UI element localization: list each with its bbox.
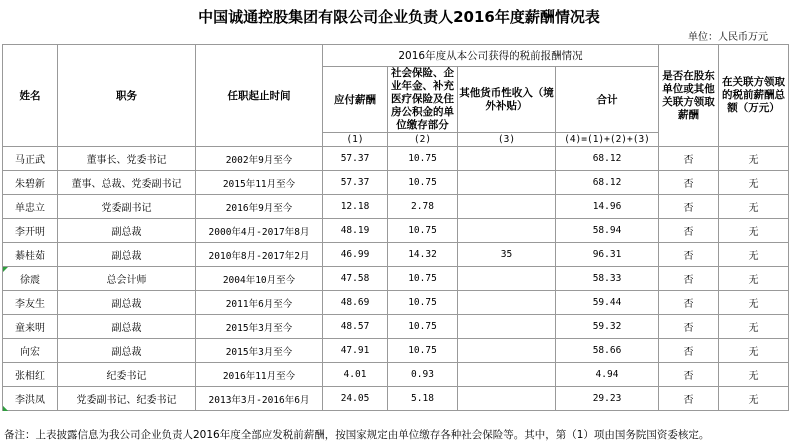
header-related: 在关联方领取的税前薪酬总额（万元） — [719, 45, 789, 147]
cell-shareholder: 否 — [659, 171, 719, 195]
cell-other — [458, 195, 556, 219]
header-total: 合计 — [556, 67, 659, 133]
cell-insurance: 10.75 — [388, 291, 458, 315]
cell-related: 无 — [719, 243, 789, 267]
unit-label: 单位：人民币万元 — [688, 32, 768, 43]
cell-total: 4.94 — [556, 363, 659, 387]
cell-shareholder: 否 — [659, 147, 719, 171]
cell-position: 纪委书记 — [58, 363, 196, 387]
header-name: 姓名 — [3, 45, 58, 147]
table-row — [3, 243, 789, 267]
cell-other — [458, 387, 556, 411]
cell-shareholder: 否 — [659, 387, 719, 411]
cell-salary: 57.37 — [323, 171, 388, 195]
table-row — [3, 171, 789, 195]
cell-related: 无 — [719, 315, 789, 339]
cell-name: 单忠立 — [3, 195, 58, 219]
cell-other — [458, 219, 556, 243]
cell-insurance: 10.75 — [388, 171, 458, 195]
cell-position: 副总裁 — [58, 219, 196, 243]
cell-total: 29.23 — [556, 387, 659, 411]
cell-insurance: 14.32 — [388, 243, 458, 267]
footnote: 备注：上表披露信息为我公司企业负责人2016年度全部应发税前薪酬，按国家规定由单位缴存各种社会保险等。其中，第（1）项由国务院国资委核定。 — [4, 429, 710, 441]
cell-total: 59.32 — [556, 315, 659, 339]
cell-shareholder: 否 — [659, 315, 719, 339]
cell-name: 向宏 — [3, 339, 58, 363]
cell-other: 35 — [458, 243, 556, 267]
cell-name: 徐震 — [3, 267, 58, 291]
cell-insurance: 5.18 — [388, 387, 458, 411]
table-row — [3, 147, 789, 171]
cell-term: 2015年11月至今 — [196, 171, 323, 195]
cell-shareholder: 否 — [659, 339, 719, 363]
table-row — [3, 339, 789, 363]
cell-insurance: 10.75 — [388, 339, 458, 363]
cell-related: 无 — [719, 387, 789, 411]
cell-total: 68.12 — [556, 171, 659, 195]
cell-other — [458, 315, 556, 339]
cell-salary: 48.57 — [323, 315, 388, 339]
header-num-other: (3) — [458, 133, 556, 147]
cell-name: 李开明 — [3, 219, 58, 243]
cell-position: 副总裁 — [58, 243, 196, 267]
cell-insurance: 2.78 — [388, 195, 458, 219]
cell-name: 张相红 — [3, 363, 58, 387]
cell-insurance: 10.75 — [388, 267, 458, 291]
cell-term: 2015年3月至今 — [196, 315, 323, 339]
header-num-total: (4)=(1)+(2)+(3) — [556, 133, 659, 147]
cell-salary: 12.18 — [323, 195, 388, 219]
table-row — [3, 195, 789, 219]
cell-insurance: 10.75 — [388, 147, 458, 171]
cell-shareholder: 否 — [659, 363, 719, 387]
cell-salary: 4.01 — [323, 363, 388, 387]
cell-term: 2004年10月至今 — [196, 267, 323, 291]
cell-insurance: 10.75 — [388, 219, 458, 243]
header-num-insurance: (2) — [388, 133, 458, 147]
cell-term: 2013年3月-2016年6月 — [196, 387, 323, 411]
cell-related: 无 — [719, 267, 789, 291]
cell-position: 董事、总裁、党委副书记 — [58, 171, 196, 195]
header-insurance: 社会保险、企业年金、补充医疗保险及住房公积金的单位缴存部分 — [388, 67, 458, 133]
cell-salary: 46.99 — [323, 243, 388, 267]
cell-salary: 48.69 — [323, 291, 388, 315]
cell-name: 马正武 — [3, 147, 58, 171]
cell-name: 李友生 — [3, 291, 58, 315]
cell-term: 2002年9月至今 — [196, 147, 323, 171]
header-other: 其他货币性收入（境外补贴） — [458, 67, 556, 133]
header-position: 职务 — [58, 45, 196, 147]
cell-position: 董事长、党委书记 — [58, 147, 196, 171]
cell-insurance: 0.93 — [388, 363, 458, 387]
cell-insurance: 10.75 — [388, 315, 458, 339]
cell-related: 无 — [719, 363, 789, 387]
cell-salary: 47.58 — [323, 267, 388, 291]
cell-name: 朱碧新 — [3, 171, 58, 195]
cell-total: 68.12 — [556, 147, 659, 171]
cell-term: 2016年11月至今 — [196, 363, 323, 387]
cell-position: 副总裁 — [58, 339, 196, 363]
cell-related: 无 — [719, 339, 789, 363]
table-row — [3, 291, 789, 315]
cell-other — [458, 363, 556, 387]
cell-related: 无 — [719, 291, 789, 315]
cell-total: 14.96 — [556, 195, 659, 219]
page-title: 中国诚通控股集团有限公司企业负责人2016年度薪酬情况表 — [198, 8, 600, 26]
cell-other — [458, 147, 556, 171]
cell-term: 2000年4月-2017年8月 — [196, 219, 323, 243]
cell-term: 2015年3月至今 — [196, 339, 323, 363]
cell-shareholder: 否 — [659, 219, 719, 243]
cell-other — [458, 267, 556, 291]
cell-shareholder: 否 — [659, 243, 719, 267]
cell-other — [458, 171, 556, 195]
cell-name: 李洪凤 — [3, 387, 58, 411]
cell-salary: 57.37 — [323, 147, 388, 171]
cell-related: 无 — [719, 195, 789, 219]
header-shareholder: 是否在股东单位或其他关联方领取薪酬 — [659, 45, 719, 147]
cell-salary: 48.19 — [323, 219, 388, 243]
header-num-salary: (1) — [323, 133, 388, 147]
cell-related: 无 — [719, 147, 789, 171]
cell-total: 58.94 — [556, 219, 659, 243]
cell-related: 无 — [719, 219, 789, 243]
cell-shareholder: 否 — [659, 291, 719, 315]
cell-term: 2011年6月至今 — [196, 291, 323, 315]
cell-related: 无 — [719, 171, 789, 195]
cell-salary: 24.05 — [323, 387, 388, 411]
cell-shareholder: 否 — [659, 195, 719, 219]
cell-total: 58.66 — [556, 339, 659, 363]
header-salary: 应付薪酬 — [323, 67, 388, 133]
cell-position: 党委副书记、纪委书记 — [58, 387, 196, 411]
cell-total: 58.33 — [556, 267, 659, 291]
table-row — [3, 315, 789, 339]
cell-other — [458, 291, 556, 315]
cell-name: 童来明 — [3, 315, 58, 339]
header-group: 2016年度从本公司获得的税前报酬情况 — [323, 45, 659, 67]
header-term: 任职起止时间 — [196, 45, 323, 147]
table-row — [3, 219, 789, 243]
table-row — [3, 363, 789, 387]
cell-salary: 47.91 — [323, 339, 388, 363]
table-row — [3, 267, 789, 291]
cell-position: 副总裁 — [58, 291, 196, 315]
cell-position: 总会计师 — [58, 267, 196, 291]
cell-total: 59.44 — [556, 291, 659, 315]
table-row — [3, 387, 789, 411]
cell-other — [458, 339, 556, 363]
cell-shareholder: 否 — [659, 267, 719, 291]
cell-name: 綦桂茹 — [3, 243, 58, 267]
cell-position: 副总裁 — [58, 315, 196, 339]
salary-table — [2, 44, 789, 411]
cell-total: 96.31 — [556, 243, 659, 267]
cell-term: 2016年9月至今 — [196, 195, 323, 219]
cell-term: 2010年8月-2017年2月 — [196, 243, 323, 267]
cell-position: 党委副书记 — [58, 195, 196, 219]
